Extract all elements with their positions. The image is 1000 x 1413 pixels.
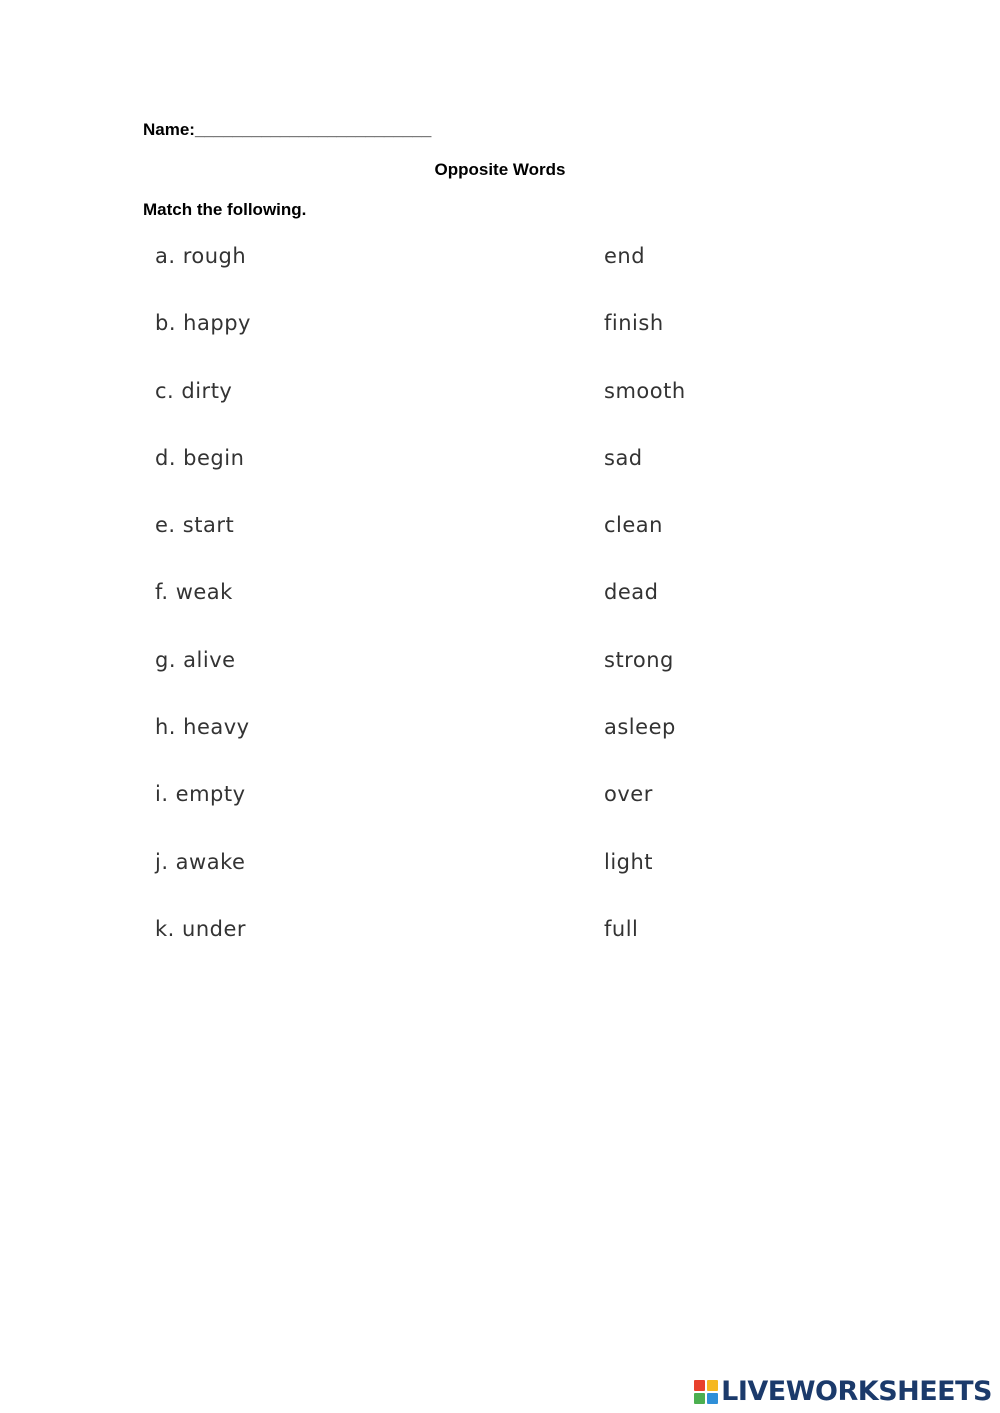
logo-tile-yellow — [707, 1380, 718, 1391]
instruction-text: Match the following. — [143, 200, 307, 219]
right-word-item: over — [604, 782, 653, 807]
page-title: Opposite Words — [434, 160, 566, 179]
right-word-item: full — [604, 916, 639, 941]
left-word-item: a. rough — [155, 244, 247, 268]
left-word-item: j. awake — [155, 849, 246, 874]
left-word-item: g. alive — [155, 647, 236, 672]
name-field-label: Name:_________________________ — [143, 120, 432, 139]
right-word-item: finish — [604, 311, 664, 336]
right-word-item: end — [604, 244, 646, 268]
liveworksheets-logo-icon — [694, 1380, 718, 1404]
right-word-item: dead — [604, 580, 659, 605]
right-word-item: asleep — [604, 715, 676, 740]
right-word-item: clean — [604, 513, 663, 538]
logo-tile-green — [694, 1393, 705, 1404]
left-word-item: b. happy — [155, 311, 251, 336]
left-word-item: f. weak — [155, 580, 233, 605]
left-word-item: c. dirty — [155, 378, 233, 403]
right-word-item: light — [604, 849, 654, 874]
logo-tile-blue — [707, 1393, 718, 1404]
logo-text: LIVEWORKSHEETS — [721, 1376, 992, 1407]
left-word-item: d. begin — [155, 445, 245, 470]
right-word-item: strong — [604, 647, 674, 672]
left-word-item: e. start — [155, 513, 235, 538]
liveworksheets-logo — [694, 1376, 992, 1407]
right-word-item: smooth — [604, 378, 686, 403]
left-word-item: i. empty — [155, 782, 246, 807]
left-word-item: h. heavy — [155, 715, 250, 740]
left-word-item: k. under — [155, 916, 247, 941]
right-word-item: sad — [604, 445, 643, 470]
logo-tile-red — [694, 1380, 705, 1391]
left-word-column — [155, 240, 251, 980]
right-word-column — [604, 240, 686, 980]
